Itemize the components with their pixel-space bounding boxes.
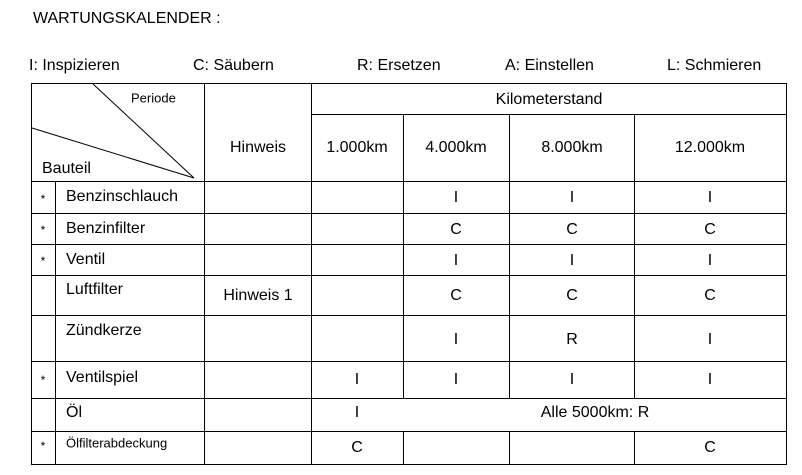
row-note: Hinweis 1 xyxy=(223,287,293,304)
interval-value: I xyxy=(707,371,713,388)
header-part: Bauteil xyxy=(42,160,91,177)
critical-marker: * xyxy=(40,192,46,206)
header-mileage: Kilometerstand xyxy=(495,91,603,108)
interval-value: C xyxy=(351,439,363,456)
oil-interval-note: Alle 5000km: R xyxy=(540,404,650,421)
critical-marker: * xyxy=(40,254,46,268)
header-period: Periode xyxy=(131,90,176,106)
header-note: Hinweis xyxy=(229,139,287,156)
interval-value: C xyxy=(566,221,578,238)
header-interval-12000: 12.000km xyxy=(674,139,746,156)
interval-value: I xyxy=(569,371,575,388)
legend-replace: R: Ersetzen xyxy=(357,57,441,74)
interval-value: C xyxy=(704,221,716,238)
header-interval-8000: 8.000km xyxy=(541,139,603,156)
interval-value: I xyxy=(707,252,713,269)
interval-value: I xyxy=(707,331,713,348)
interval-value: I xyxy=(453,189,459,206)
part-name: Ventil xyxy=(66,251,106,268)
interval-value: C xyxy=(450,287,462,304)
part-name: Benzinschlauch xyxy=(66,188,179,205)
interval-value: I xyxy=(453,331,459,348)
part-name: Öl xyxy=(66,404,82,421)
part-name: Luftfilter xyxy=(66,281,123,298)
interval-value: I xyxy=(453,371,459,388)
interval-value: R xyxy=(566,331,578,348)
critical-marker: * xyxy=(40,223,46,237)
part-name: Benzinfilter xyxy=(66,220,146,237)
header-interval-4000: 4.000km xyxy=(425,139,487,156)
part-name: Zündkerze xyxy=(66,322,142,339)
interval-value: I xyxy=(569,189,575,206)
header-interval-1000: 1.000km xyxy=(326,139,388,156)
interval-value: I xyxy=(453,252,459,269)
part-name: Ölfilterabdeckung xyxy=(66,435,168,451)
part-name: Ventilspiel xyxy=(66,369,139,386)
critical-marker: * xyxy=(40,439,46,453)
interval-value: I xyxy=(569,252,575,269)
critical-marker: * xyxy=(40,373,46,387)
legend-inspect: I: Inspizieren xyxy=(29,57,120,74)
interval-value: I xyxy=(354,371,360,388)
document-title: WARTUNGSKALENDER : xyxy=(33,10,221,27)
legend-lubricate: L: Schmieren xyxy=(667,57,762,74)
interval-value: C xyxy=(704,439,716,456)
legend-clean: C: Säubern xyxy=(193,57,274,74)
interval-value: C xyxy=(566,287,578,304)
interval-value: I xyxy=(707,189,713,206)
legend-adjust: A: Einstellen xyxy=(505,57,594,74)
interval-value: C xyxy=(704,287,716,304)
interval-value: C xyxy=(450,221,462,238)
interval-value: I xyxy=(354,404,360,421)
